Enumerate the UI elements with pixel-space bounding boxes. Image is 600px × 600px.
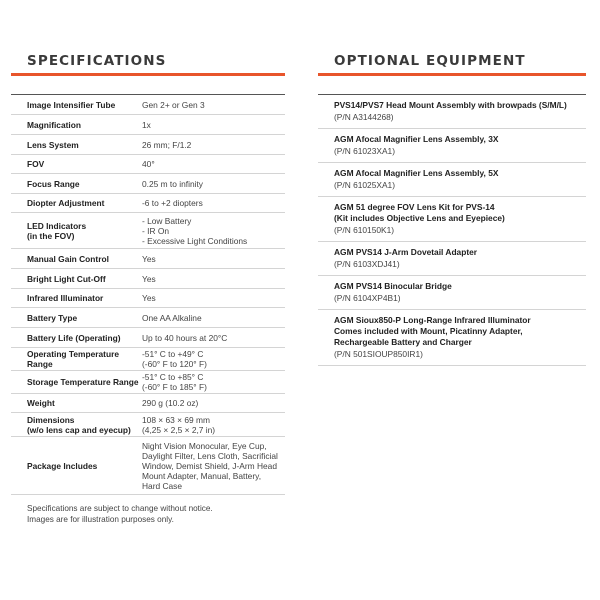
spec-label	[11, 115, 142, 135]
spec-value-line: - IR On	[142, 225, 169, 236]
spec-label-line: Storage Temperature Range	[27, 377, 139, 387]
equipment-item	[318, 95, 586, 129]
spec-row	[11, 269, 285, 289]
spec-row	[11, 174, 285, 194]
spec-row	[11, 289, 285, 308]
equipment-name	[334, 134, 586, 145]
spec-value	[142, 115, 285, 135]
spec-label	[11, 348, 142, 371]
spec-value	[142, 413, 285, 437]
spec-row	[11, 115, 285, 135]
spec-label-line: Image Intensifier Tube	[27, 99, 116, 110]
equipment-part-number: (P/N 61023XA1)	[334, 146, 395, 156]
spec-label-line: Magnification	[27, 119, 81, 130]
specifications-column	[11, 52, 285, 525]
spec-label-line: Battery Type	[27, 312, 78, 323]
spec-value-line: Yes	[142, 253, 156, 264]
spec-value	[142, 328, 285, 348]
spec-value-line: (-60° F to 120° F)	[142, 359, 207, 369]
spec-label	[11, 328, 142, 348]
equipment-part-number: (P/N 610150K1)	[334, 225, 395, 235]
spec-value	[142, 394, 285, 413]
spec-row	[11, 249, 285, 269]
spec-row	[11, 95, 285, 115]
spec-value	[142, 135, 285, 155]
spec-label-line: (w/o lens cap and eyecup)	[27, 424, 131, 435]
spec-value-line: 40°	[142, 159, 155, 169]
equipment-part-number: (P/N A3144268)	[334, 112, 394, 122]
spec-value	[142, 269, 285, 289]
spec-row	[11, 413, 285, 437]
spec-value-line: (-60° F to 185° F)	[142, 382, 207, 392]
spec-label-line: (in the FOV)	[27, 230, 75, 241]
spec-row	[11, 194, 285, 213]
spec-label	[11, 308, 142, 328]
spec-label	[11, 413, 142, 437]
spec-value	[142, 95, 285, 115]
spec-label-line: Infrared Illuminator	[27, 293, 104, 303]
spec-label	[11, 269, 142, 289]
spec-label-line: Focus Range	[27, 178, 80, 189]
spec-value	[142, 249, 285, 269]
spec-value-line: - Low Battery	[142, 215, 192, 226]
spec-value	[142, 174, 285, 194]
spec-label-line: Range	[27, 359, 53, 369]
spec-label	[11, 95, 142, 115]
spec-label	[11, 289, 142, 308]
spec-label	[11, 194, 142, 213]
spec-value-line: -51° C to +49° C	[142, 349, 204, 359]
equipment-name-line: Comes included with Mount, Picatinny Adapter,	[334, 326, 523, 336]
spec-value-line: Gen 2+ or Gen 3	[142, 99, 205, 110]
equipment-name-line: AGM 51 degree FOV Lens Kit for PVS-14	[334, 202, 495, 212]
equipment-part-number: (P/N 501SIOUP850IR1)	[334, 349, 423, 359]
optional-equipment-list	[318, 94, 586, 366]
spec-label	[11, 213, 142, 249]
specifications-heading: SPECIFICATIONS	[27, 53, 167, 69]
spec-label	[11, 437, 142, 495]
spec-label-line: Dimensions	[27, 414, 75, 425]
spec-row	[11, 328, 285, 348]
spec-value-line: Yes	[142, 293, 156, 303]
spec-label-line: Package Includes	[27, 460, 98, 471]
spec-row	[11, 308, 285, 328]
spec-value-line: 290 g (10.2 oz)	[142, 398, 199, 408]
spec-value-line: 1x	[142, 119, 151, 130]
equipment-item	[318, 163, 586, 197]
equipment-name-line: AGM PVS14 Binocular Bridge	[334, 281, 452, 291]
spec-value-line: - Excessive Light Conditions	[142, 235, 248, 246]
spec-label-line: Lens System	[27, 139, 79, 150]
spec-label	[11, 135, 142, 155]
spec-label-line: Battery Life (Operating)	[27, 332, 121, 343]
spec-value	[142, 155, 285, 174]
spec-value	[142, 371, 285, 394]
spec-value-line: Yes	[142, 273, 156, 284]
equipment-name-line: AGM Sioux850-P Long-Range Infrared Illuminator	[334, 315, 531, 325]
spec-label-line: LED Indicators	[27, 220, 87, 231]
equipment-name	[334, 100, 586, 111]
spec-label-line: Operating Temperature	[27, 349, 119, 359]
spec-value-line: Mount Adapter, Manual, Battery,	[142, 470, 262, 481]
spec-row	[11, 348, 285, 371]
equipment-name-line: PVS14/PVS7 Head Mount Assembly with browpads (S/M/L)	[334, 100, 567, 110]
equipment-name-line: AGM Afocal Magnifier Lens Assembly, 3X	[334, 134, 499, 144]
equipment-part-number: (P/N 6103XDJ41)	[334, 259, 400, 269]
spec-value	[142, 308, 285, 328]
spec-row	[11, 155, 285, 174]
equipment-name	[334, 247, 586, 258]
spec-label	[11, 174, 142, 194]
equipment-item	[318, 310, 586, 366]
equipment-item	[318, 276, 586, 310]
equipment-name	[334, 315, 586, 348]
footnote-line: Specifications are subject to change without notice.	[27, 504, 213, 513]
optional-equipment-heading-rule	[318, 73, 586, 76]
specifications-footnote	[11, 503, 285, 525]
equipment-part-number: (P/N 6104XP4B1)	[334, 293, 401, 303]
spec-label	[11, 394, 142, 413]
equipment-name-line: AGM Afocal Magnifier Lens Assembly, 5X	[334, 168, 499, 178]
spec-value-line: Night Vision Monocular, Eye Cup,	[142, 440, 267, 451]
spec-label-line: Manual Gain Control	[27, 253, 109, 264]
spec-value	[142, 348, 285, 371]
spec-row	[11, 135, 285, 155]
spec-label-line: Weight	[27, 398, 55, 408]
equipment-part-number: (P/N 61025XA1)	[334, 180, 395, 190]
equipment-name	[334, 202, 586, 224]
equipment-item	[318, 129, 586, 163]
spec-row	[11, 437, 285, 495]
specifications-heading-rule	[11, 73, 285, 76]
spec-label	[11, 249, 142, 269]
spec-label-line: Diopter Adjustment	[27, 198, 105, 208]
spec-row	[11, 213, 285, 249]
equipment-item	[318, 242, 586, 276]
spec-value-line: -6 to +2 diopters	[142, 198, 203, 208]
spec-value	[142, 213, 285, 249]
spec-label	[11, 155, 142, 174]
spec-value	[142, 289, 285, 308]
optional-equipment-heading: OPTIONAL EQUIPMENT	[334, 53, 526, 69]
spec-value-line: Daylight Filter, Lens Cloth, Sacrificial	[142, 450, 278, 461]
equipment-name-line: AGM PVS14 J-Arm Dovetail Adapter	[334, 247, 478, 257]
spec-value-line: 108 × 63 × 69 mm	[142, 414, 210, 425]
equipment-name	[334, 281, 586, 292]
spec-label-line: FOV	[27, 159, 45, 169]
spec-value-line: Up to 40 hours at 20°C	[142, 332, 228, 343]
spec-row	[11, 394, 285, 413]
spec-value	[142, 437, 285, 495]
spec-label-line: Bright Light Cut-Off	[27, 273, 106, 284]
footnote-line: Images are for illustration purposes only.	[27, 515, 174, 524]
spec-value-line: One AA Alkaline	[142, 312, 202, 323]
spec-value-line: 26 mm; F/1.2	[142, 139, 192, 150]
spec-value-line: -51° C to +85° C	[142, 372, 204, 382]
spec-row	[11, 371, 285, 394]
optional-equipment-column	[318, 52, 586, 366]
spec-value-line: (4,25 × 2,5 × 2,7 in)	[142, 424, 216, 435]
spec-value-line: 0.25 m to infinity	[142, 178, 203, 189]
specifications-table	[11, 94, 285, 495]
spec-value-line: Hard Case	[142, 480, 183, 491]
spec-label	[11, 371, 142, 394]
spec-value-line: Window, Demist Shield, J-Arm Head	[142, 460, 277, 471]
equipment-name-line: (Kit includes Objective Lens and Eyepiece)	[334, 213, 505, 223]
equipment-name-line: Rechargeable Battery and Charger	[334, 337, 472, 347]
spec-value	[142, 194, 285, 213]
equipment-name	[334, 168, 586, 179]
equipment-item	[318, 197, 586, 242]
